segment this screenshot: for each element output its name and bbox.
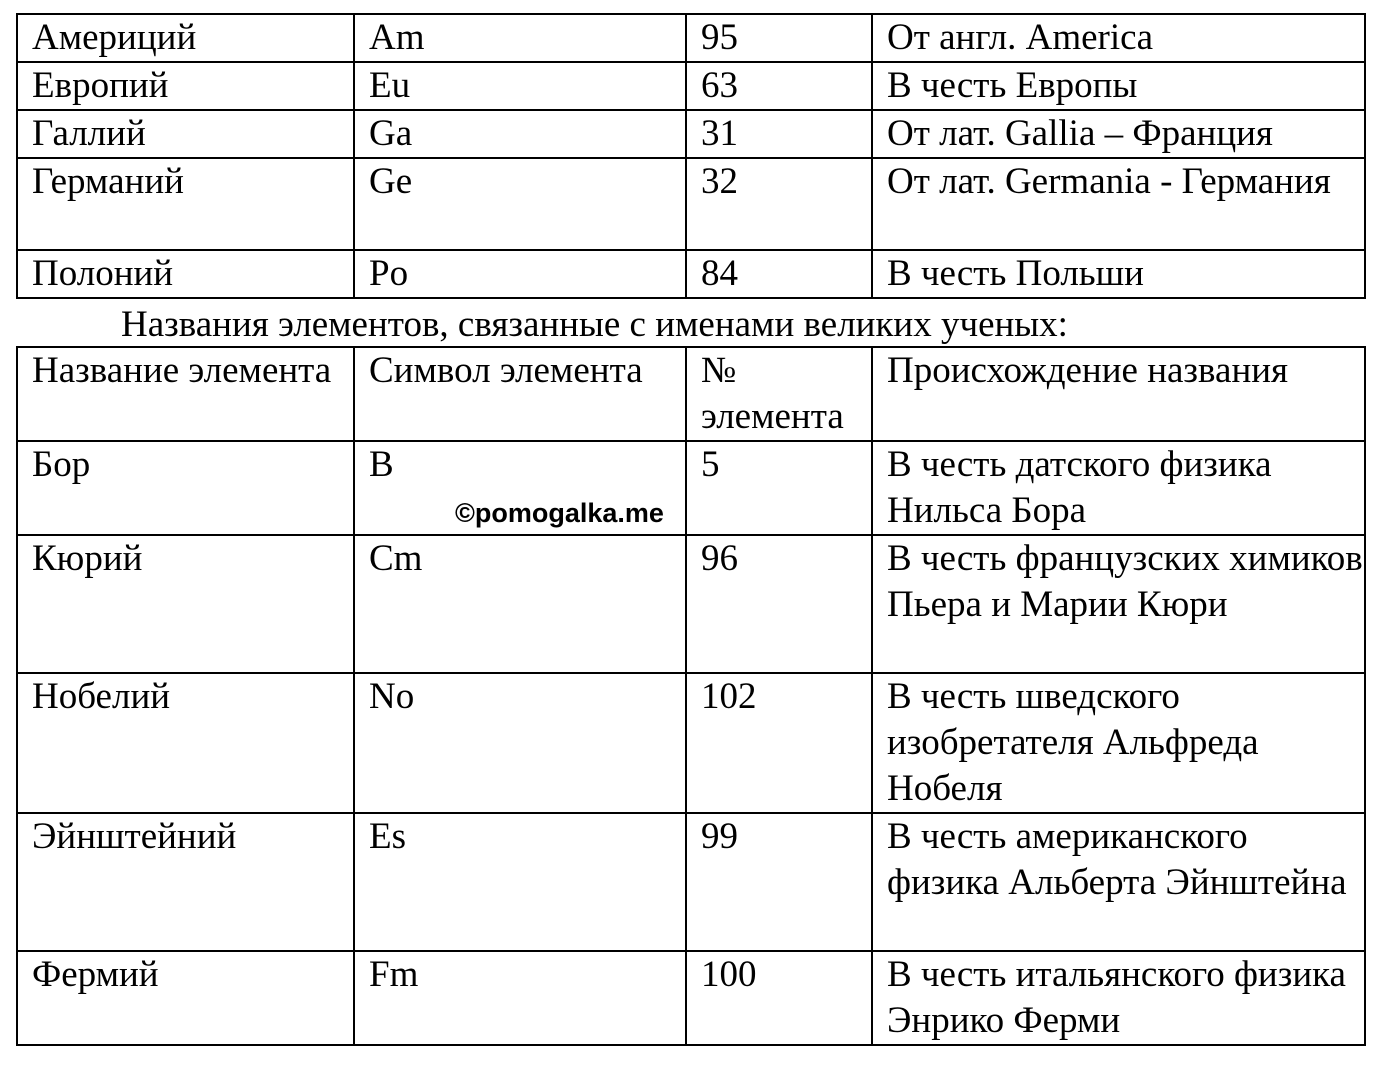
element-name-cell: Европий (17, 62, 354, 110)
element-origin-cell: В честь американского физика Альберта Эйнштейна (872, 813, 1365, 951)
element-origin-cell: От лат. Germania - Германия (872, 158, 1365, 250)
scientist-names-table (16, 346, 1366, 1046)
element-origin-cell: В честь итальянского физика Энрико Ферми (872, 951, 1365, 1045)
column-header-origin: Происхождение названия (872, 347, 1365, 441)
element-symbol-cell: Fm (354, 951, 686, 1045)
element-symbol-cell: Ga (354, 110, 686, 158)
table-header-row (17, 347, 1365, 441)
watermark: ©pomogalka.me (455, 498, 664, 528)
element-number-cell: 31 (686, 110, 872, 158)
table-row (17, 14, 1365, 62)
element-origin-cell: В честь датского физика Нильса Бора (872, 441, 1365, 535)
element-name-cell: Америций (17, 14, 354, 62)
element-number-cell: 63 (686, 62, 872, 110)
element-number-cell: 84 (686, 250, 872, 298)
element-symbol-cell: No (354, 673, 686, 813)
table-row (17, 158, 1365, 250)
table-row (17, 62, 1365, 110)
column-header-symbol: Символ элемента (354, 347, 686, 441)
element-symbol-cell: Po (354, 250, 686, 298)
table-row (17, 535, 1365, 673)
element-origin-cell: В честь Польши (872, 250, 1365, 298)
element-origin-cell: В честь французских химиков Пьера и Марии Кюри (872, 535, 1365, 673)
element-name-cell: Бор (17, 441, 354, 535)
table-row (17, 250, 1365, 298)
element-name-cell: Галлий (17, 110, 354, 158)
element-symbol-cell: B (354, 441, 686, 535)
element-name-cell: Кюрий (17, 535, 354, 673)
element-origin-cell: От англ. America (872, 14, 1365, 62)
element-origin-cell: В честь Европы (872, 62, 1365, 110)
element-number-cell: 100 (686, 951, 872, 1045)
table-row (17, 951, 1365, 1045)
table-row (17, 673, 1365, 813)
element-number-cell: 5 (686, 441, 872, 535)
element-number-cell: 99 (686, 813, 872, 951)
element-origin-cell: От лат. Gallia – Франция (872, 110, 1365, 158)
element-symbol-cell: Es (354, 813, 686, 951)
column-header-number: № элемента (686, 347, 872, 441)
column-header-name: Название элемента (17, 347, 354, 441)
element-symbol-cell: Cm (354, 535, 686, 673)
place-names-table (16, 13, 1366, 299)
element-name-cell: Германий (17, 158, 354, 250)
element-symbol-cell: Eu (354, 62, 686, 110)
element-number-cell: 96 (686, 535, 872, 673)
element-symbol-cell: Ge (354, 158, 686, 250)
element-name-cell: Фермий (17, 951, 354, 1045)
table-row (17, 441, 1365, 535)
element-number-cell: 102 (686, 673, 872, 813)
element-name-cell: Эйнштейний (17, 813, 354, 951)
table-row (17, 813, 1365, 951)
element-number-cell: 95 (686, 14, 872, 62)
element-name-cell: Полоний (17, 250, 354, 298)
element-number-cell: 32 (686, 158, 872, 250)
table-row (17, 110, 1365, 158)
section-caption: Названия элементов, связанные с именами великих ученых: (121, 304, 1068, 345)
element-name-cell: Нобелий (17, 673, 354, 813)
element-symbol-cell: Am (354, 14, 686, 62)
element-origin-cell: В честь шведского изобретателя Альфреда Нобеля (872, 673, 1365, 813)
